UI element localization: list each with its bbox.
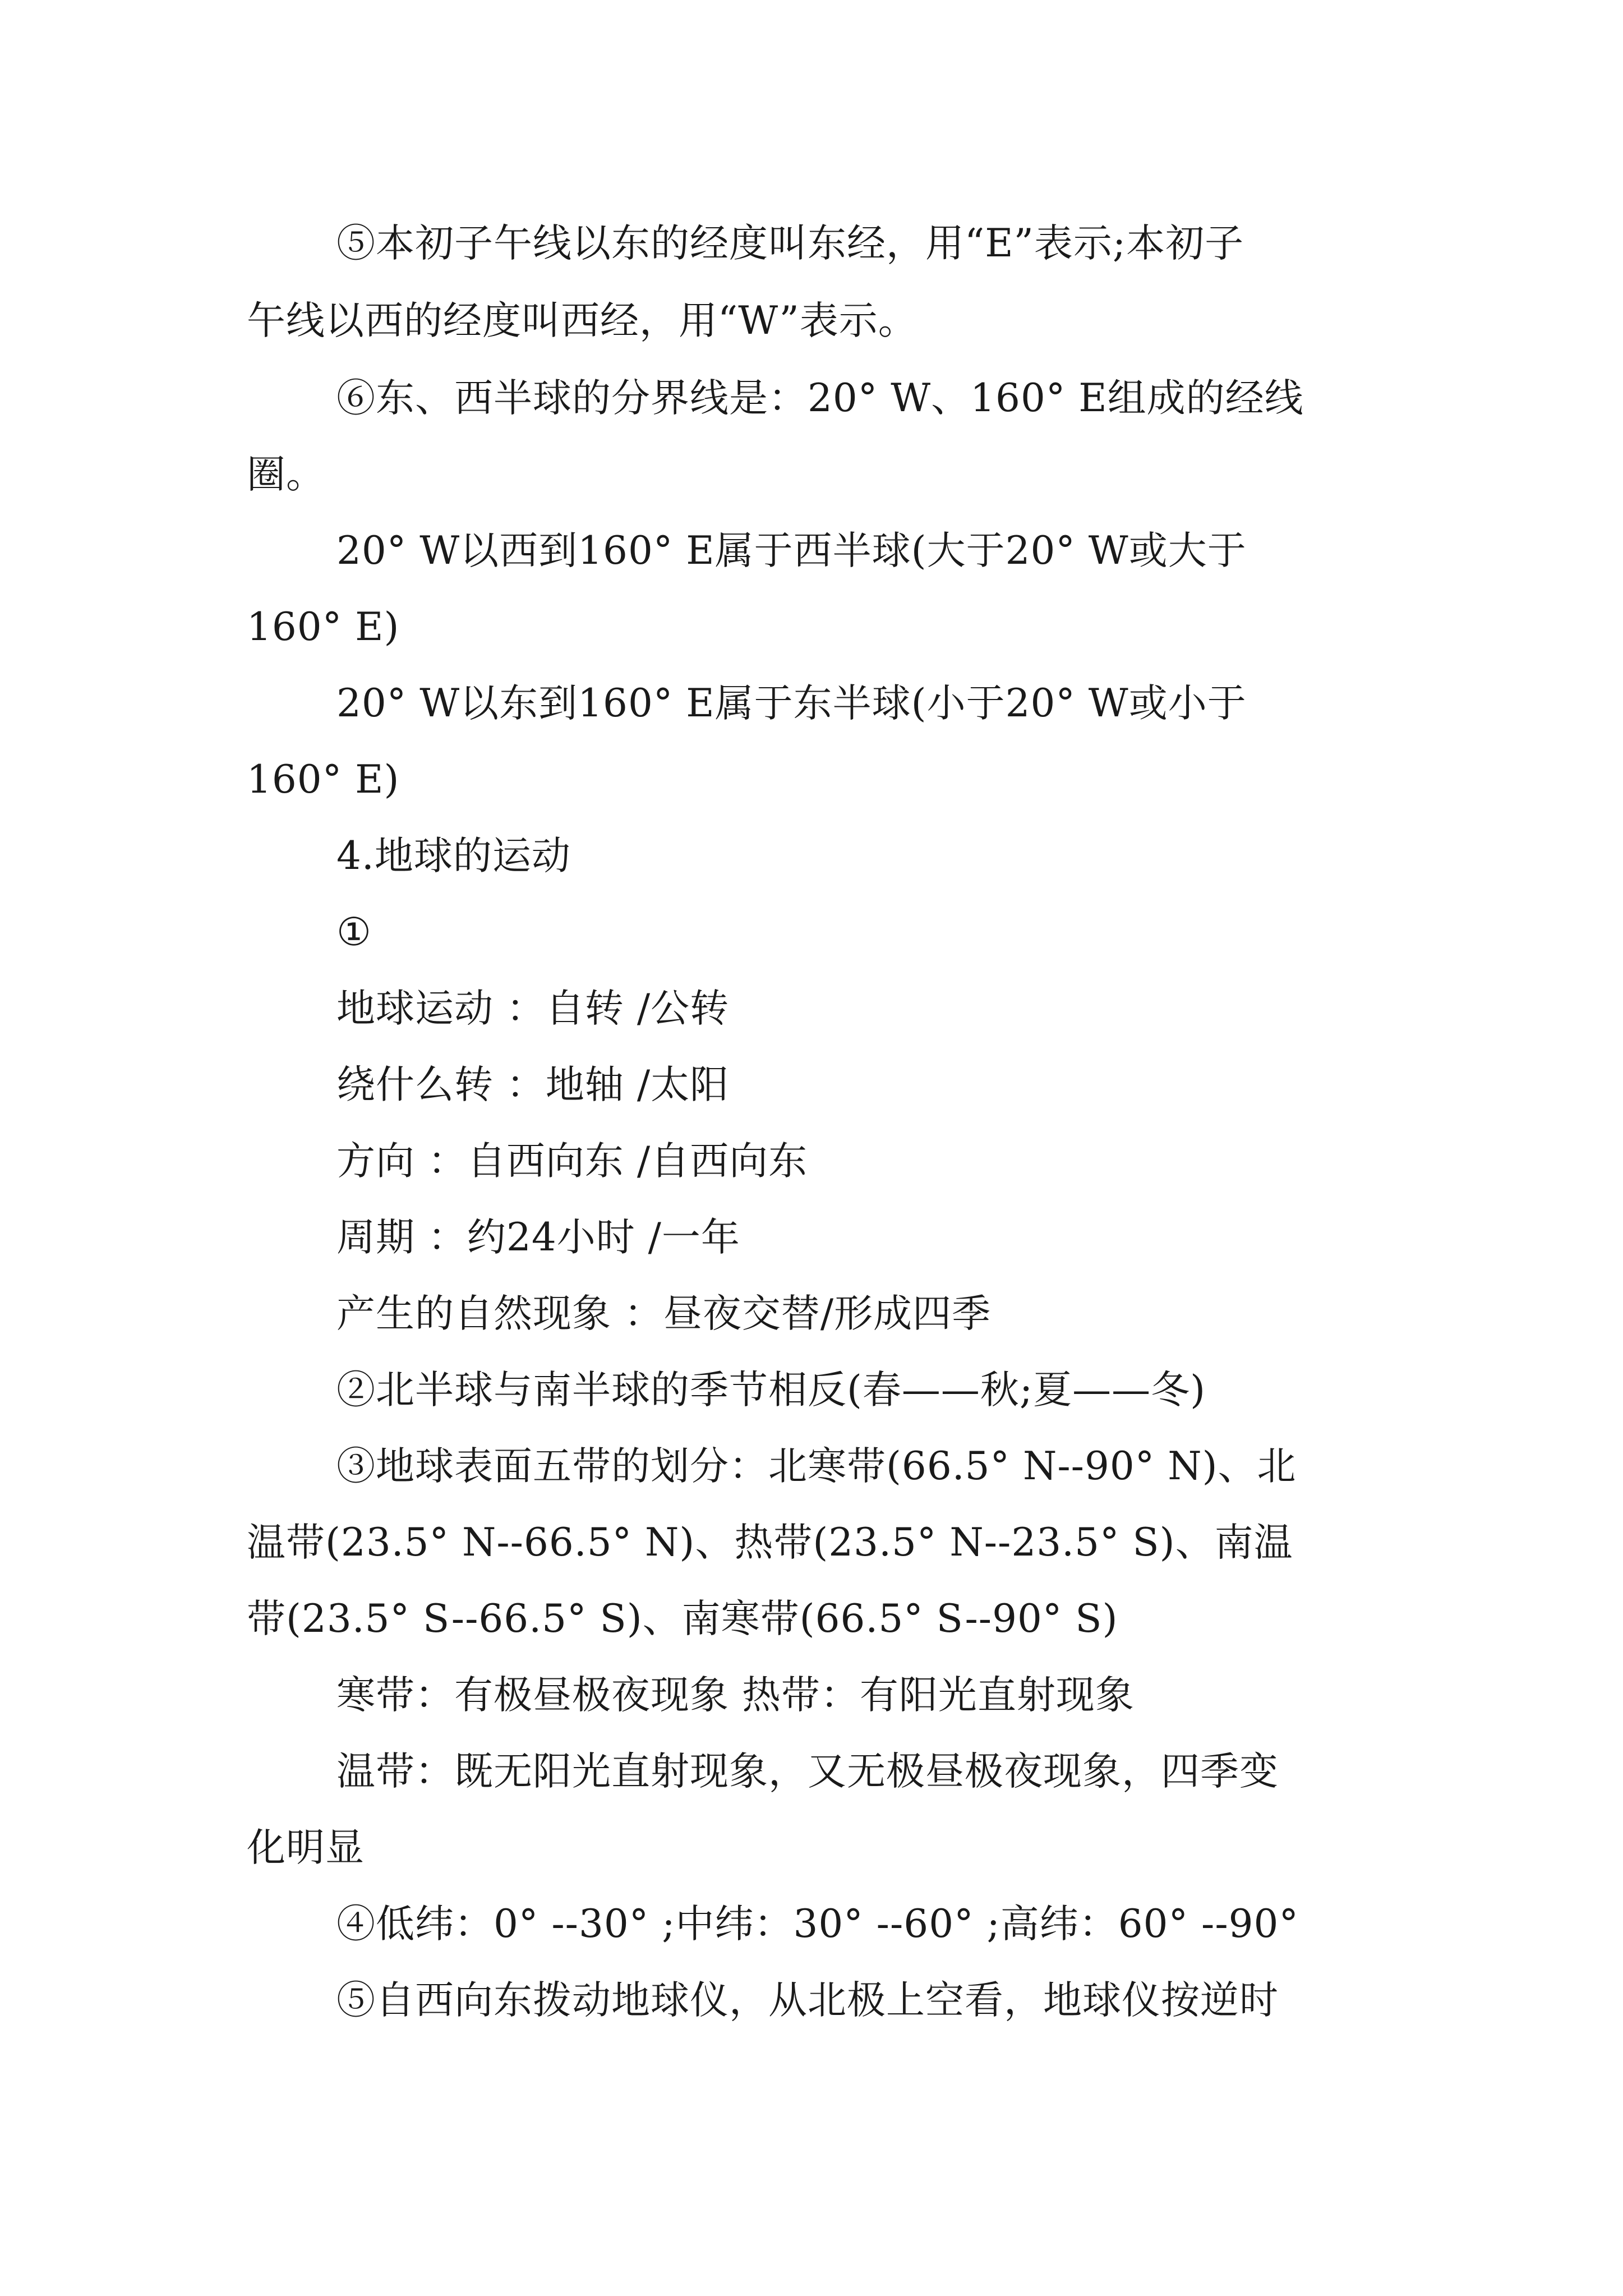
text-line: ③地球表面五带的划分：北寒带(66.5° N--90° N)、北 [336, 1444, 1297, 1489]
text-line: 160° E) [247, 605, 400, 650]
text-line: 化明显 [247, 1825, 365, 1870]
section-heading: 4.地球的运动 [336, 834, 571, 878]
text-line: 20° W以东到160° E属于东半球(小于20° W或小于 [336, 681, 1247, 726]
text-line: 带(23.5° S--66.5° S)、南寒带(66.5° S--90° S) [247, 1596, 1118, 1641]
text-line: 20° W以西到160° E属于西半球(大于20° W或大于 [336, 528, 1247, 573]
text-line: 160° E) [247, 757, 400, 802]
text-line: 方向 ：自西向东 /自西向东 [336, 1139, 808, 1184]
text-line: ⑤自西向东拨动地球仪，从北极上空看，地球仪按逆时 [336, 1978, 1279, 2023]
text-line: ⑥东、西半球的分界线是：20° W、160° E组成的经线 [336, 376, 1304, 421]
text-line: ④低纬：0° --30° ;中纬：30° --60° ;高纬：60° --90° [336, 1902, 1299, 1947]
text-line: ① [336, 910, 372, 955]
text-line: 地球运动 ：自转 /公转 [336, 986, 730, 1031]
text-line: 寒带：有极昼极夜现象 热带：有阳光直射现象 [336, 1673, 1135, 1718]
text-line: 绕什么转 ：地轴 /太阳 [336, 1062, 730, 1107]
text-line: ②北半球与南半球的季节相反(春——秋;夏——冬) [336, 1368, 1206, 1412]
text-line: 温带(23.5° N--66.5° N)、热带(23.5° N--23.5° S)、南温 [247, 1520, 1293, 1565]
text-line: 产生的自然现象 ：昼夜交替/形成四季 [336, 1291, 992, 1336]
text-line: 午线以西的经度叫西经，用“W”表示。 [247, 298, 917, 343]
text-line: 圈。 [247, 452, 325, 497]
text-line: ⑤本初子午线以东的经度叫东经，用“E”表示;本初子 [336, 221, 1244, 266]
text-line: 温带：既无阳光直射现象，又无极昼极夜现象，四季变 [336, 1749, 1279, 1794]
text-line: 周期 ：约24小时 /一年 [336, 1215, 740, 1260]
